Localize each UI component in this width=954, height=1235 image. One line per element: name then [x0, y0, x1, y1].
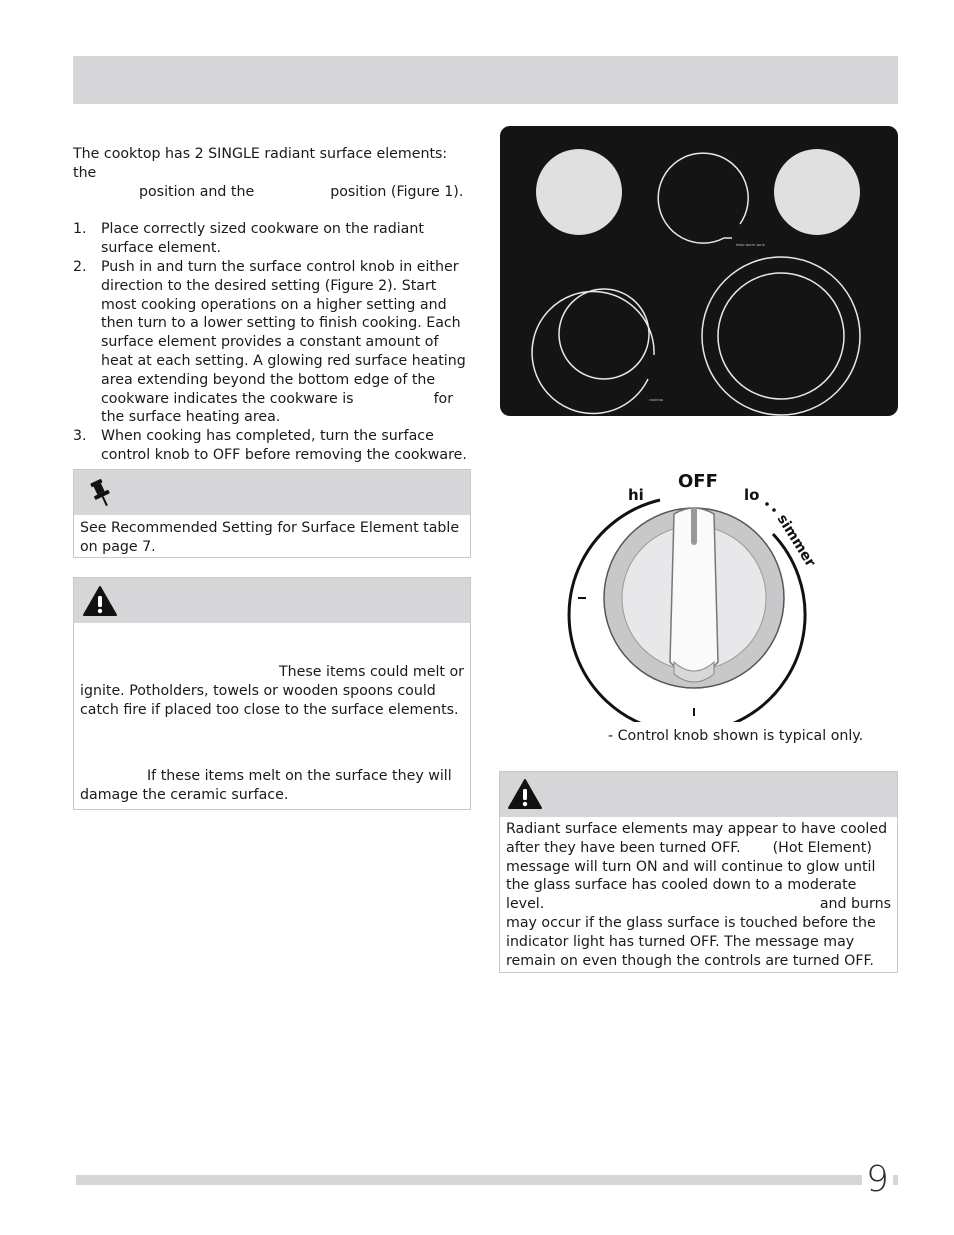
warning-text-1: Radiant surface elements may appear to have cooled: [506, 821, 888, 837]
knob-lo-label: lo: [744, 486, 760, 504]
note-box: [73, 469, 471, 558]
warning-triangle-icon: [507, 778, 543, 810]
element-left-front-outer: [532, 292, 654, 414]
control-knob-figure: [560, 462, 840, 722]
warning-body: [500, 817, 897, 974]
intro-line-2: [73, 183, 473, 202]
warning-text-2a: after they have been turned OFF.: [506, 839, 741, 856]
element-right-rear: [774, 149, 860, 235]
step-number: 1.: [73, 221, 87, 238]
note-text: See Recommended Setting for Surface Element table on page 7.: [80, 520, 460, 555]
cooktop-drawing: [500, 126, 898, 416]
intro-line-1: The cooktop has 2 SINGLE radiant surface elements: the: [73, 146, 448, 181]
note-header: [74, 470, 470, 515]
footer-bar: [76, 1175, 898, 1185]
caution-text-2a: If these items melt on the surface they will: [147, 768, 452, 785]
caution-header: [74, 578, 470, 623]
element-left-rear: [536, 149, 622, 235]
caution-box: [73, 577, 471, 810]
step-text: Push in and turn the surface control knob in either direction to the desired setting (Figure 2). Start most cooking operations on a higher setting and then turn to a lower setting to finish cooking. Each surface element provides a constant amount of heat at each setting. A glowing red surface heating area extending beyond the bottom edge of the cookware indicates the cookware is: [101, 258, 466, 407]
element-left-front-inner: [559, 289, 649, 379]
step-number: 3.: [73, 428, 87, 445]
warning-text-2b: (Hot Element): [772, 839, 872, 856]
center-label: keep warm zone: [736, 243, 765, 247]
list-item: [73, 258, 473, 427]
steps-list: [73, 220, 473, 464]
dial-dot: [772, 508, 776, 512]
figure-caption: - Control knob shown is typical only.: [608, 728, 864, 744]
intro-line-2b: position (Figure 1).: [330, 183, 464, 200]
element-right-front-outer: [702, 257, 860, 415]
intro-paragraph: [73, 145, 473, 201]
bottom-label: cooktop: [649, 398, 663, 402]
warning-triangle-icon: [82, 585, 118, 617]
warning-text-4b: and burns: [819, 896, 891, 913]
warning-text-3: message will turn ON and will continue to glow until the glass surface has cooled down to a moderate: [506, 858, 876, 894]
list-item: [73, 427, 473, 465]
warning-box: [499, 771, 898, 973]
element-center-rear: [658, 153, 748, 243]
warning-text-4: [506, 895, 891, 914]
caution-text-1b: ignite. Potholders, towels or wooden spoons could catch fire if placed too close to the surface elements.: [80, 682, 459, 718]
warning-header: [500, 772, 897, 817]
warning-text-4a: level.: [506, 896, 545, 913]
caution-text-2: [80, 767, 464, 786]
dial-dot: [765, 502, 769, 506]
warning-text-2: [506, 839, 891, 858]
caution-text-1a: These items could melt or: [279, 664, 464, 680]
knob-off-label: OFF: [678, 471, 718, 492]
caution-body: [74, 623, 470, 809]
page-number: 9: [862, 1160, 893, 1200]
header-bar: [73, 56, 898, 104]
element-right-front-inner: [718, 273, 844, 399]
left-column: [73, 145, 473, 465]
step-text-b: for the surface heating area.: [101, 390, 454, 426]
cooktop-figure: [500, 126, 898, 416]
warning-text-5: may occur if the glass surface is touched before the indicator light has turned OFF. The message may remain on even though the controls are turned OFF.: [506, 914, 876, 969]
knob-hi-label: hi: [628, 486, 644, 504]
knob-simmer-label: simmer: [773, 511, 819, 570]
pushpin-icon: [88, 478, 114, 508]
step-text: Place correctly sized cookware on the radiant surface element.: [101, 221, 424, 257]
caution-text-2b: damage the ceramic surface.: [80, 787, 289, 804]
intro-line-2a: position and the: [139, 183, 255, 200]
list-item: [73, 220, 473, 258]
step-text: When cooking has completed, turn the surface control knob to OFF before removing the cookware.: [101, 428, 467, 463]
step-number: 2.: [73, 258, 87, 275]
